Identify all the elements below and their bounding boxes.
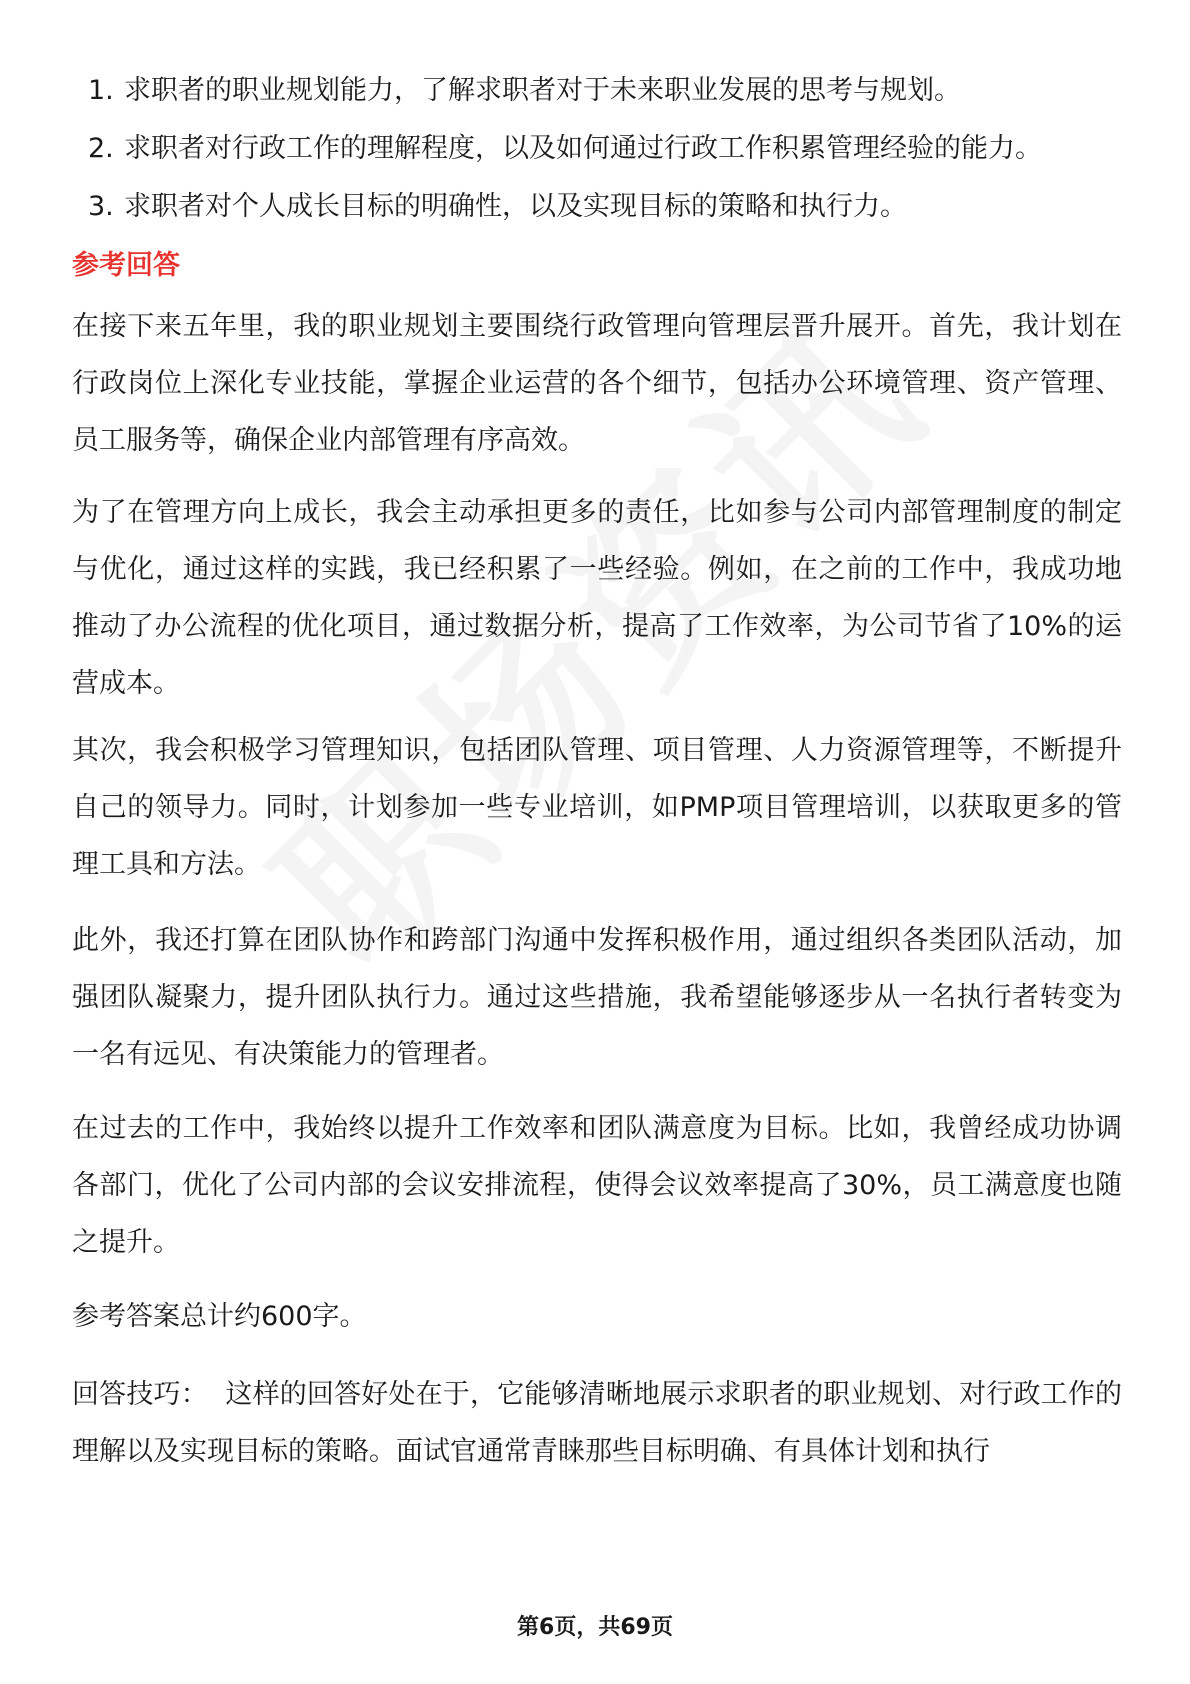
answer-paragraph: 在接下来五年里，我的职业规划主要围绕行政管理向管理层晋升展开。首先，我计划在行政岗位上深化专业技能，掌握企业运营的各个细节，包括办公环境管理、资产管理、员工服务等，确保企业内部管理有序高效。	[72, 311, 1122, 456]
list-item	[70, 120, 1130, 178]
section-title-reference-answer: 参考回答	[72, 250, 180, 281]
list-item-text: 求职者对个人成长目标的明确性，以及实现目标的策略和执行力。	[124, 191, 907, 222]
answer-tips-paragraph: 回答技巧： 这样的回答好处在于，它能够清晰地展示求职者的职业规划、对行政工作的理解以及实现目标的策略。面试官通常青睐那些目标明确、有具体计划和执行	[72, 1379, 1122, 1467]
list-item-number: 1.	[88, 75, 114, 106]
answer-paragraph: 为了在管理方向上成长，我会主动承担更多的责任，比如参与公司内部管理制度的制定与优化，通过这样的实践，我已经积累了一些经验。例如，在之前的工作中，我成功地推动了办公流程的优化项目，通过数据分析，提高了工作效率，为公司节省了10%的运营成本。	[72, 497, 1122, 699]
word-count-note: 参考答案总计约600字。	[72, 1301, 367, 1332]
list-item-number: 3.	[88, 191, 114, 222]
evaluation-points-list	[70, 62, 1130, 236]
list-item-text: 求职者的职业规划能力，了解求职者对于未来职业发展的思考与规划。	[124, 75, 961, 106]
list-item-number: 2.	[88, 133, 114, 164]
list-item-text: 求职者对行政工作的理解程度，以及如何通过行政工作积累管理经验的能力。	[124, 133, 1042, 164]
answer-paragraph: 此外，我还打算在团队协作和跨部门沟通中发挥积极作用，通过组织各类团队活动，加强团队凝聚力，提升团队执行力。通过这些措施，我希望能够逐步从一名执行者转变为一名有远见、有决策能力的管理者。	[72, 925, 1122, 1070]
list-item	[70, 62, 1130, 120]
answer-paragraph: 其次，我会积极学习管理知识，包括团队管理、项目管理、人力资源管理等，不断提升自己的领导力。同时，计划参加一些专业培训，如PMP项目管理培训，以获取更多的管理工具和方法。	[72, 735, 1122, 880]
list-item	[70, 178, 1130, 236]
answer-paragraph: 在过去的工作中，我始终以提升工作效率和团队满意度为目标。比如，我曾经成功协调各部门，优化了公司内部的会议安排流程，使得会议效率提高了30%，员工满意度也随之提升。	[72, 1113, 1122, 1258]
page-number-footer: 第6页，共69页	[517, 1615, 673, 1640]
